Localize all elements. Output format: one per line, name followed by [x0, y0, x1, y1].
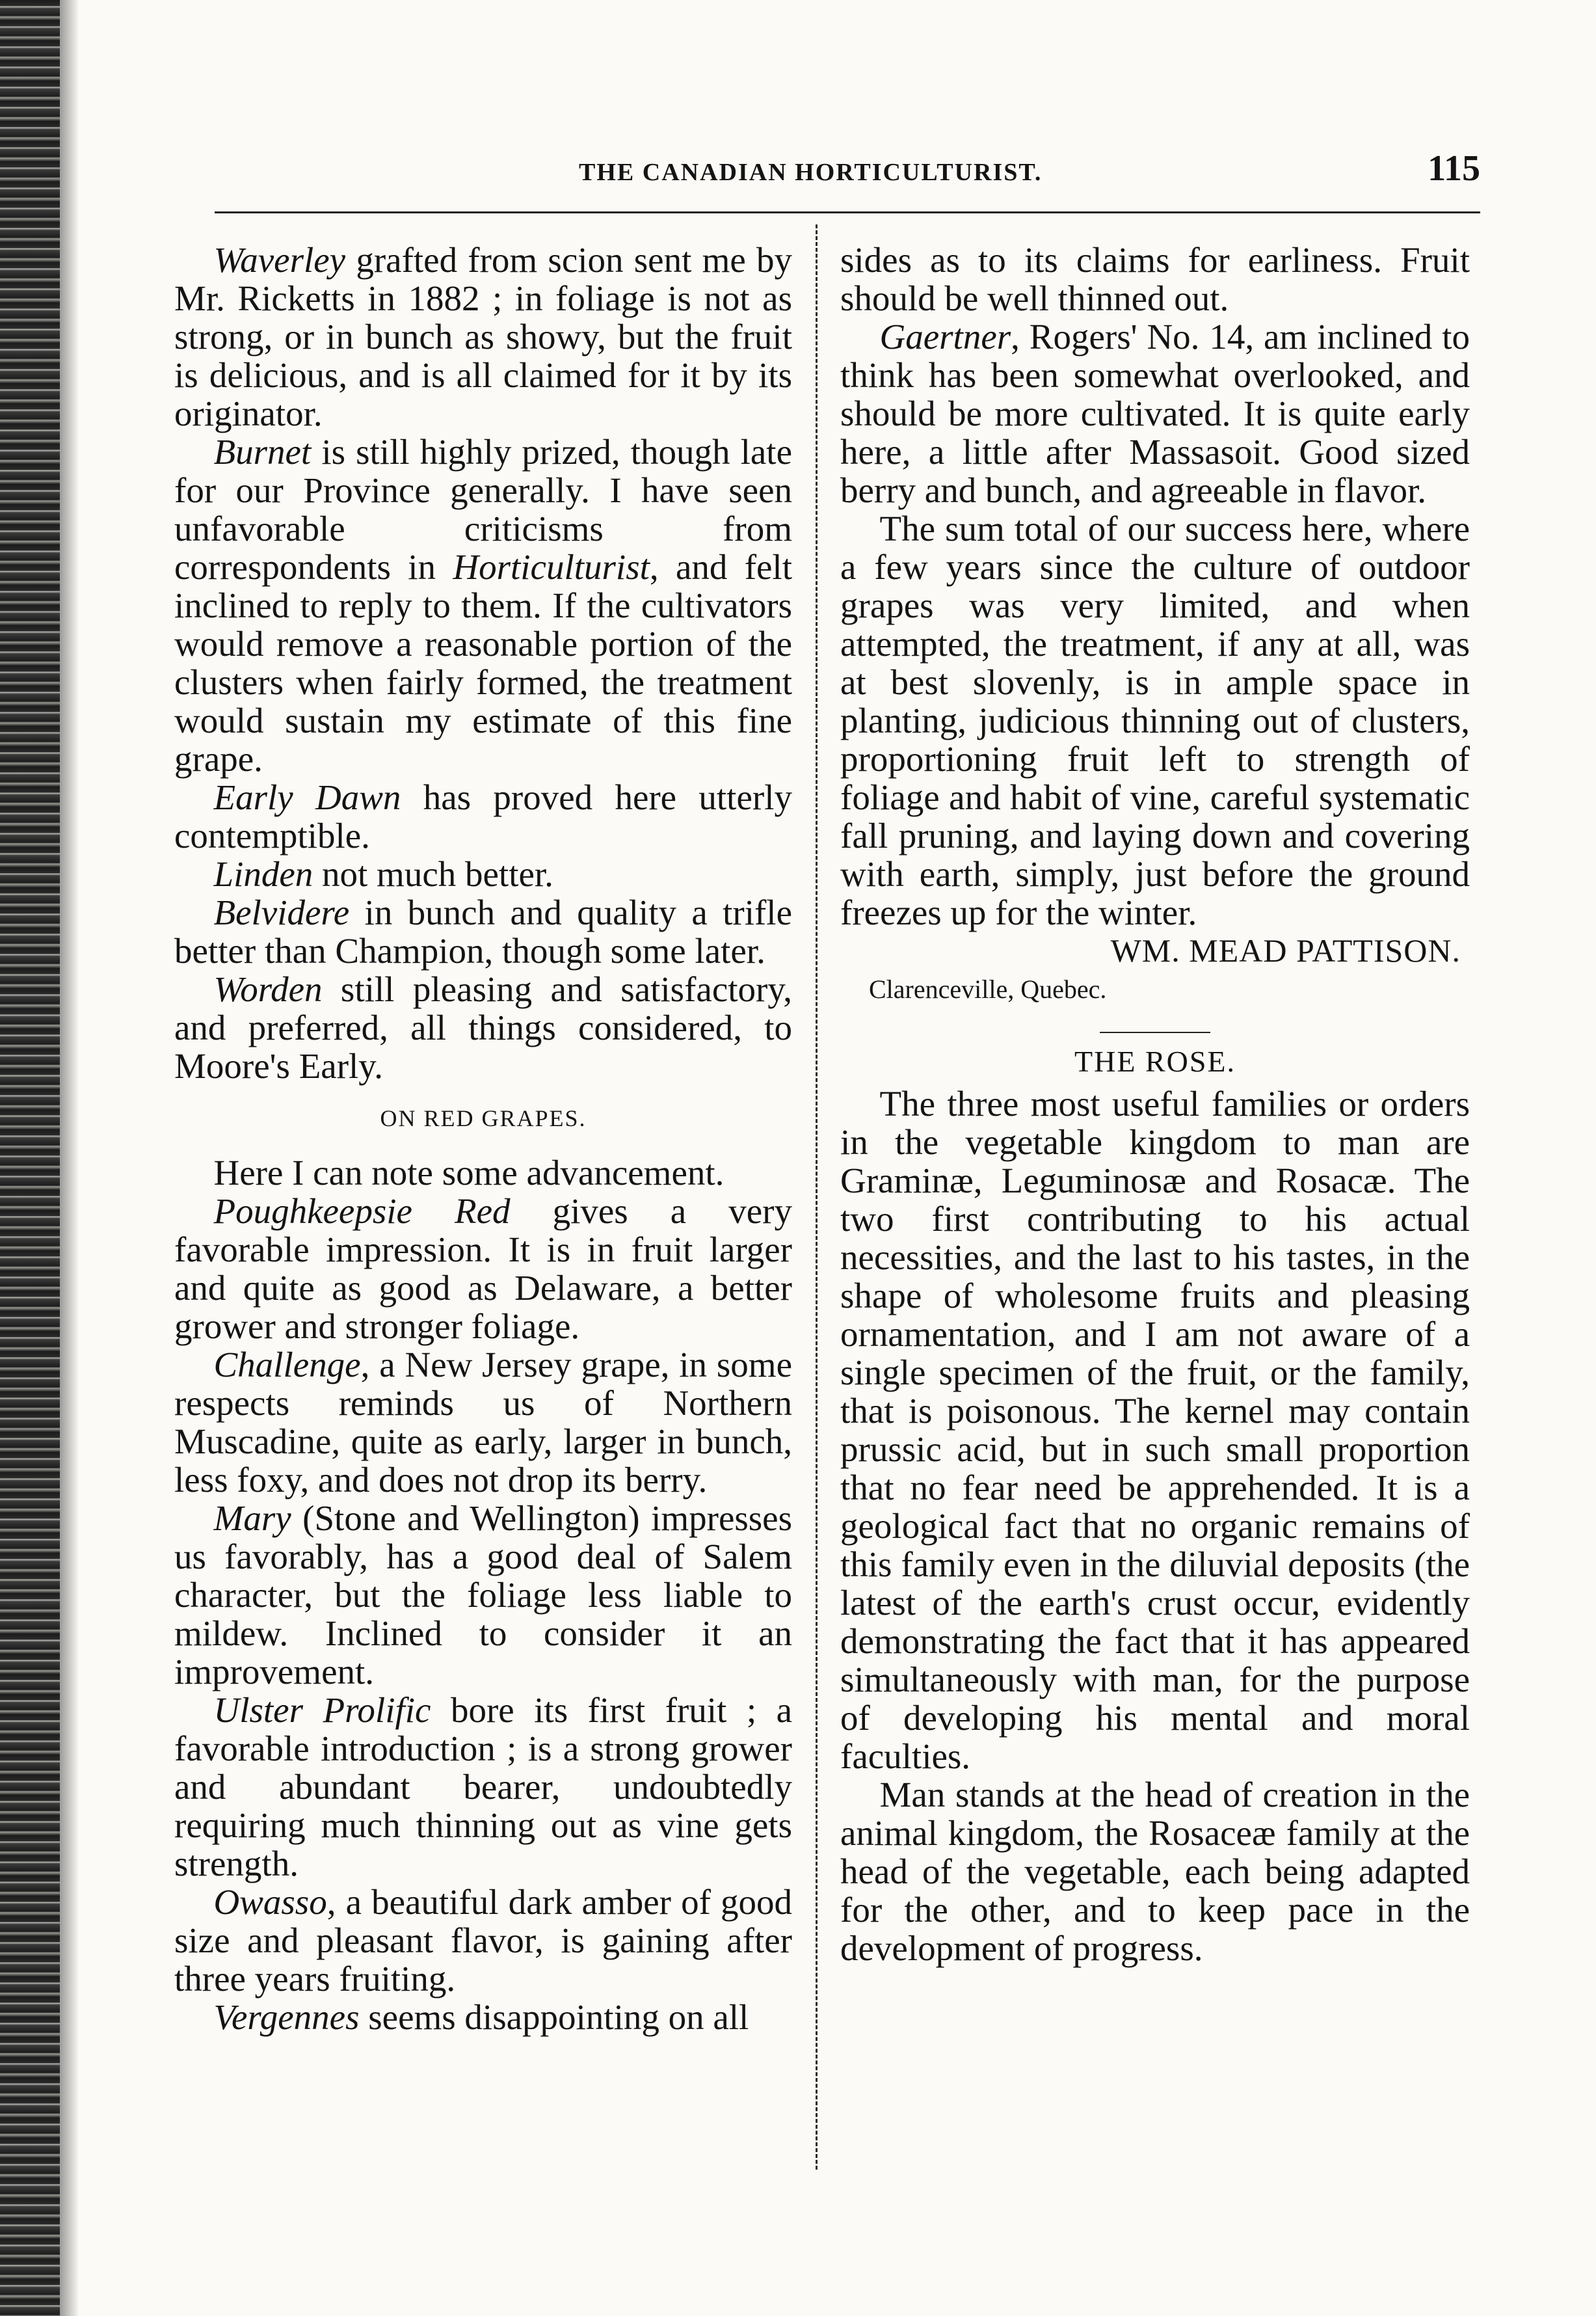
variety-name: Linden	[213, 854, 313, 894]
paragraph-ulster-prolific	[174, 1691, 792, 1883]
paragraph-text: bore its first fruit ; a favorable introduction ; is a strong grower and abundant bearer, undoubtedly requiring much thinning out as vine gets strength.	[174, 1690, 792, 1883]
paragraph-text: is still highly prized, though late for our Province generally. I have seen unfavorable criticisms from correspondents in	[174, 432, 792, 587]
paragraph-poughkeepsie-red	[174, 1192, 792, 1345]
paragraph-early-dawn	[174, 778, 792, 855]
section-rule	[1100, 1032, 1210, 1033]
author-signature: WM. MEAD PATTISON.	[1110, 932, 1461, 969]
journal-reference: Horticulturist	[453, 547, 650, 587]
paragraph-text: (Stone and Wellington) impresses us favorably, has a good deal of Salem character, but the foliage less liable to mildew. Inclined to consider it an improvement.	[174, 1498, 792, 1691]
running-head	[215, 146, 1480, 192]
paragraph-three-families: The three most useful families or orders in the vegetable kingdom to man are Graminæ, Leguminosæ and Rosacæ. The two first contributing to his actual necessities, and the last to his tastes, in the shape of wholesome fruits and pleasing ornamentation, and I am not aware of a single specimen of the fruit, or the family, that is poisonous. The kernel may contain prussic acid, but in such small proportion that no fear need be apprehended. It is a geological fact that no organic remains of this family even in the diluvial deposits (the latest of the earth's crust occur, evidently demonstrating the fact that it has appeared simultaneously with man, for the purpose of developing his mental and moral faculties.	[840, 1084, 1470, 1776]
paragraph-vergennes	[174, 1998, 792, 2036]
paragraph-belvidere	[174, 893, 792, 970]
variety-name: Ulster Prolific	[213, 1690, 431, 1730]
variety-name: Waverley	[213, 240, 346, 280]
header-rule	[215, 211, 1480, 213]
column-divider	[816, 224, 818, 2170]
paragraph-gaertner	[840, 317, 1470, 509]
paragraph-sum-total: The sum total of our success here, where a few years since the culture of outdoor grapes was very limited, and when attempted, the treatment, if any at all, was at best slovenly, is in ample space in planting, judicious thinning out of clusters, proportioning fruit left to strength of foliage and habit of vine, careful systematic fall pruning, and laying down and covering with earth, simply, just before the ground freezes up for the winter.	[840, 509, 1470, 932]
page-number: 115	[1428, 148, 1480, 189]
paragraph-waverley	[174, 241, 792, 433]
paragraph-text: still pleasing and satisfactory, and preferred, all things considered, to Moore's Early.	[174, 969, 792, 1086]
paragraph-text: in bunch and quality a trifle better than Champion, though some later.	[174, 893, 792, 971]
book-binding-edge	[0, 0, 60, 2316]
paragraph-linden	[174, 855, 792, 893]
paragraph-text: not much better.	[313, 854, 553, 894]
paragraph-worden	[174, 970, 792, 1085]
paragraph-text: seems disappointing on all	[359, 1997, 749, 2037]
variety-name: Mary	[213, 1498, 291, 1538]
right-column	[840, 241, 1470, 1967]
variety-name: Early Dawn	[213, 777, 401, 817]
subheading-red-grapes: ON RED GRAPES.	[380, 1105, 587, 1131]
paragraph-text: , a New Jersey grape, in some respects reminds us of Northern Muscadine, quite as early, larger in bunch, less foxy, and does not drop its berry.	[174, 1345, 792, 1500]
paragraph-text: grafted from scion sent me by Mr. Ricketts in 1882 ; in foliage is not as strong, or in bunch as showy, but the fruit is delicious, and is all claimed for it by its originator.	[174, 240, 792, 433]
paragraph-challenge	[174, 1345, 792, 1499]
article-title: THE ROSE.	[1074, 1045, 1236, 1078]
paragraph-burnet	[174, 433, 792, 778]
author-location: Clarenceville, Quebec.	[869, 975, 1107, 1004]
variety-name: Challenge	[213, 1345, 361, 1384]
paragraph-text: , and felt inclined to reply to them. If the cultivators would remove a reasonable portion of the clusters when fairly formed, the treatment would sustain my estimate of this fine grape.	[174, 547, 792, 779]
variety-name: Belvidere	[213, 893, 350, 932]
paragraph-mary	[174, 1499, 792, 1691]
variety-name: Burnet	[213, 432, 312, 472]
left-column	[174, 241, 792, 2036]
journal-title: THE CANADIAN HORTICULTURIST.	[579, 159, 1043, 186]
paragraph-owasso	[174, 1883, 792, 1998]
paragraph-man-stands: Man stands at the head of creation in the animal kingdom, the Rosaceæ family at the head of the vegetable, each being adapted for the other, and to keep pace in the development of progress.	[840, 1775, 1470, 1968]
variety-name: Worden	[213, 969, 323, 1009]
paragraph-text: gives a very favorable impression. It is in fruit larger and quite as good as Delaware, a better grower and stronger foliage.	[174, 1191, 792, 1346]
variety-name: Gaertner	[879, 317, 1011, 357]
variety-name: Owasso	[213, 1882, 327, 1922]
paragraph-continued: sides as to its claims for earliness. Fruit should be well thinned out.	[840, 240, 1470, 318]
paragraph-advancement: Here I can note some advancement.	[213, 1153, 725, 1192]
paragraph-text: has proved here utterly contemptible.	[174, 777, 792, 855]
variety-name: Vergennes	[213, 1997, 360, 2037]
paragraph-text: , Rogers' No. 14, am inclined to think has been somewhat overlooked, and should be more cultivated. It is quite early here, a little after Massasoit. Good sized berry and bunch, and agreeable in flavor.	[840, 317, 1470, 510]
paragraph-text: , a beautiful dark amber of good size and pleasant flavor, is gaining after three years fruiting.	[174, 1882, 792, 1999]
variety-name: Poughkeepsie Red	[213, 1191, 511, 1231]
